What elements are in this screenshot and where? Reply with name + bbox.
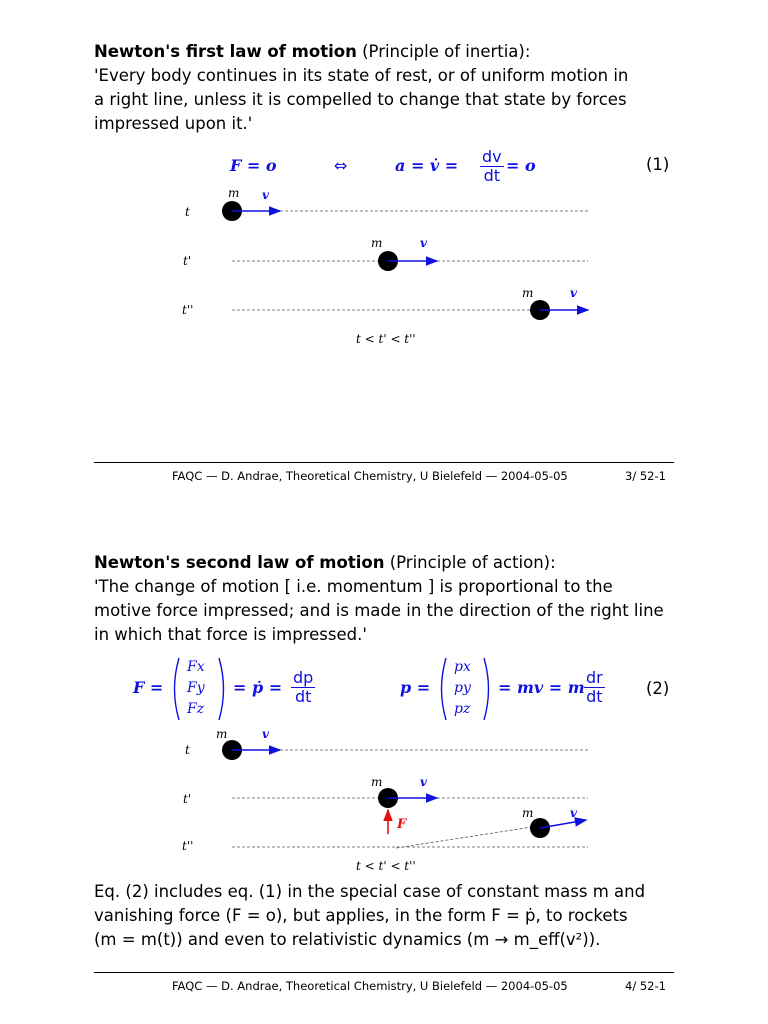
slide1-quote-line: a right line, unless it is compelled to change that state by forces bbox=[94, 90, 627, 109]
time-label-t-prime: t' bbox=[183, 254, 192, 268]
mass-label: m bbox=[228, 186, 240, 200]
slide1-heading bbox=[94, 40, 530, 64]
time-label-t: t bbox=[185, 743, 190, 757]
eq2b-right-paren bbox=[482, 656, 494, 722]
eq2b-fraction bbox=[584, 669, 605, 706]
slide2-figure bbox=[0, 722, 768, 877]
eq2a-lhs: F = bbox=[133, 678, 164, 697]
slide2-heading-title: Newton's second law of motion bbox=[94, 553, 385, 572]
eq2b-lhs: p = bbox=[400, 678, 431, 697]
slide2-quote bbox=[94, 575, 664, 647]
slide1-heading-title: Newton's first law of motion bbox=[94, 42, 357, 61]
eq1-number: (1) bbox=[646, 155, 670, 174]
eq2a-vector bbox=[187, 657, 205, 720]
eq1-frac-num: dv bbox=[482, 147, 502, 166]
slide1-footer-right: 3/ 52-1 bbox=[625, 469, 666, 483]
time-label-t-double-prime: t'' bbox=[182, 839, 194, 853]
eq2a-vec-x: Fx bbox=[187, 659, 205, 675]
eq2a bbox=[133, 656, 333, 722]
slide2-quote-line: 'The change of motion [ i.e. momentum ] is proportional to the bbox=[94, 577, 613, 596]
eq2b-mid: = mv = m bbox=[498, 678, 585, 697]
slide1-equation bbox=[230, 148, 560, 188]
slide2-footer-right: 4/ 52-1 bbox=[625, 979, 666, 993]
eq1-fraction bbox=[480, 148, 504, 185]
eq1-right-a: a = v̇ = bbox=[395, 156, 459, 175]
eq2a-right-paren bbox=[217, 656, 229, 722]
velocity-label: v bbox=[420, 775, 427, 789]
velocity-label: v bbox=[420, 236, 427, 250]
eq2a-frac-num: dp bbox=[293, 668, 314, 687]
eq2b bbox=[400, 656, 620, 722]
mass-label: m bbox=[216, 727, 228, 741]
figure-caption: t < t' < t'' bbox=[356, 859, 416, 873]
mass-label: m bbox=[522, 806, 534, 820]
eq1-left: F = o bbox=[230, 156, 277, 175]
slide2-note bbox=[94, 880, 645, 952]
footer-rule bbox=[94, 462, 674, 463]
eq2b-frac-den: dt bbox=[586, 687, 603, 706]
figure-caption: t < t' < t'' bbox=[356, 332, 416, 346]
slide2-quote-line: in which that force is impressed.' bbox=[94, 625, 367, 644]
mass-label: m bbox=[371, 236, 383, 250]
eq2b-vec-x: px bbox=[454, 659, 471, 675]
slide1-quote bbox=[94, 64, 628, 136]
velocity-label: v bbox=[570, 286, 577, 300]
slide2-heading-paren: (Principle of action): bbox=[389, 553, 556, 572]
slide1-heading-paren: (Principle of inertia): bbox=[362, 42, 531, 61]
eq2-number: (2) bbox=[646, 679, 670, 698]
eq2a-left-paren bbox=[169, 656, 181, 722]
slide2-heading bbox=[94, 551, 556, 575]
velocity-label: v bbox=[262, 727, 269, 741]
force-label: F bbox=[397, 817, 407, 832]
velocity-label: v bbox=[570, 806, 577, 820]
slide2-quote-line: motive force impressed; and is made in the direction of the right line bbox=[94, 601, 664, 620]
slide1-footer-left: FAQC — D. Andrae, Theoretical Chemistry, U Bielefeld — 2004-05-05 bbox=[172, 469, 568, 483]
slide2-note-line: vanishing force (F = o), but applies, in the form F = ṗ, to rockets bbox=[94, 906, 628, 925]
eq2a-vec-y: Fy bbox=[187, 680, 205, 696]
eq2a-vec-z: Fz bbox=[187, 701, 205, 717]
velocity-label: v bbox=[262, 188, 269, 202]
eq1-right-b: = o bbox=[506, 156, 536, 175]
slide2-note-line: (m = m(t)) and even to relativistic dynamics (m → m_eff(v²)). bbox=[94, 930, 601, 949]
slide1-figure bbox=[0, 185, 768, 350]
eq1-equivalence: ⇔ bbox=[334, 156, 348, 175]
eq2b-vector bbox=[454, 657, 471, 720]
time-label-t-prime: t' bbox=[183, 792, 192, 806]
eq2b-frac-num: dr bbox=[586, 668, 603, 687]
slide1-quote-line: impressed upon it.' bbox=[94, 114, 253, 133]
mass-label: m bbox=[522, 286, 534, 300]
time-label-t-double-prime: t'' bbox=[182, 303, 194, 317]
slide2-note-line: Eq. (2) includes eq. (1) in the special case of constant mass m and bbox=[94, 882, 646, 901]
eq2a-fraction bbox=[291, 669, 315, 706]
slide2-footer-left: FAQC — D. Andrae, Theoretical Chemistry, U Bielefeld — 2004-05-05 bbox=[172, 979, 568, 993]
time-label-t: t bbox=[185, 205, 190, 219]
slide1-quote-line: 'Every body continues in its state of rest, or of uniform motion in bbox=[94, 66, 629, 85]
mass-label: m bbox=[371, 775, 383, 789]
deflected-path bbox=[396, 827, 532, 848]
eq2b-vec-y: py bbox=[454, 680, 471, 696]
eq1-frac-den: dt bbox=[483, 166, 501, 185]
eq2b-vec-z: pz bbox=[454, 701, 471, 717]
eq2b-left-paren bbox=[436, 656, 448, 722]
footer-rule bbox=[94, 972, 674, 973]
eq2a-mid: = ṗ = bbox=[233, 678, 283, 697]
eq2a-frac-den: dt bbox=[294, 687, 312, 706]
